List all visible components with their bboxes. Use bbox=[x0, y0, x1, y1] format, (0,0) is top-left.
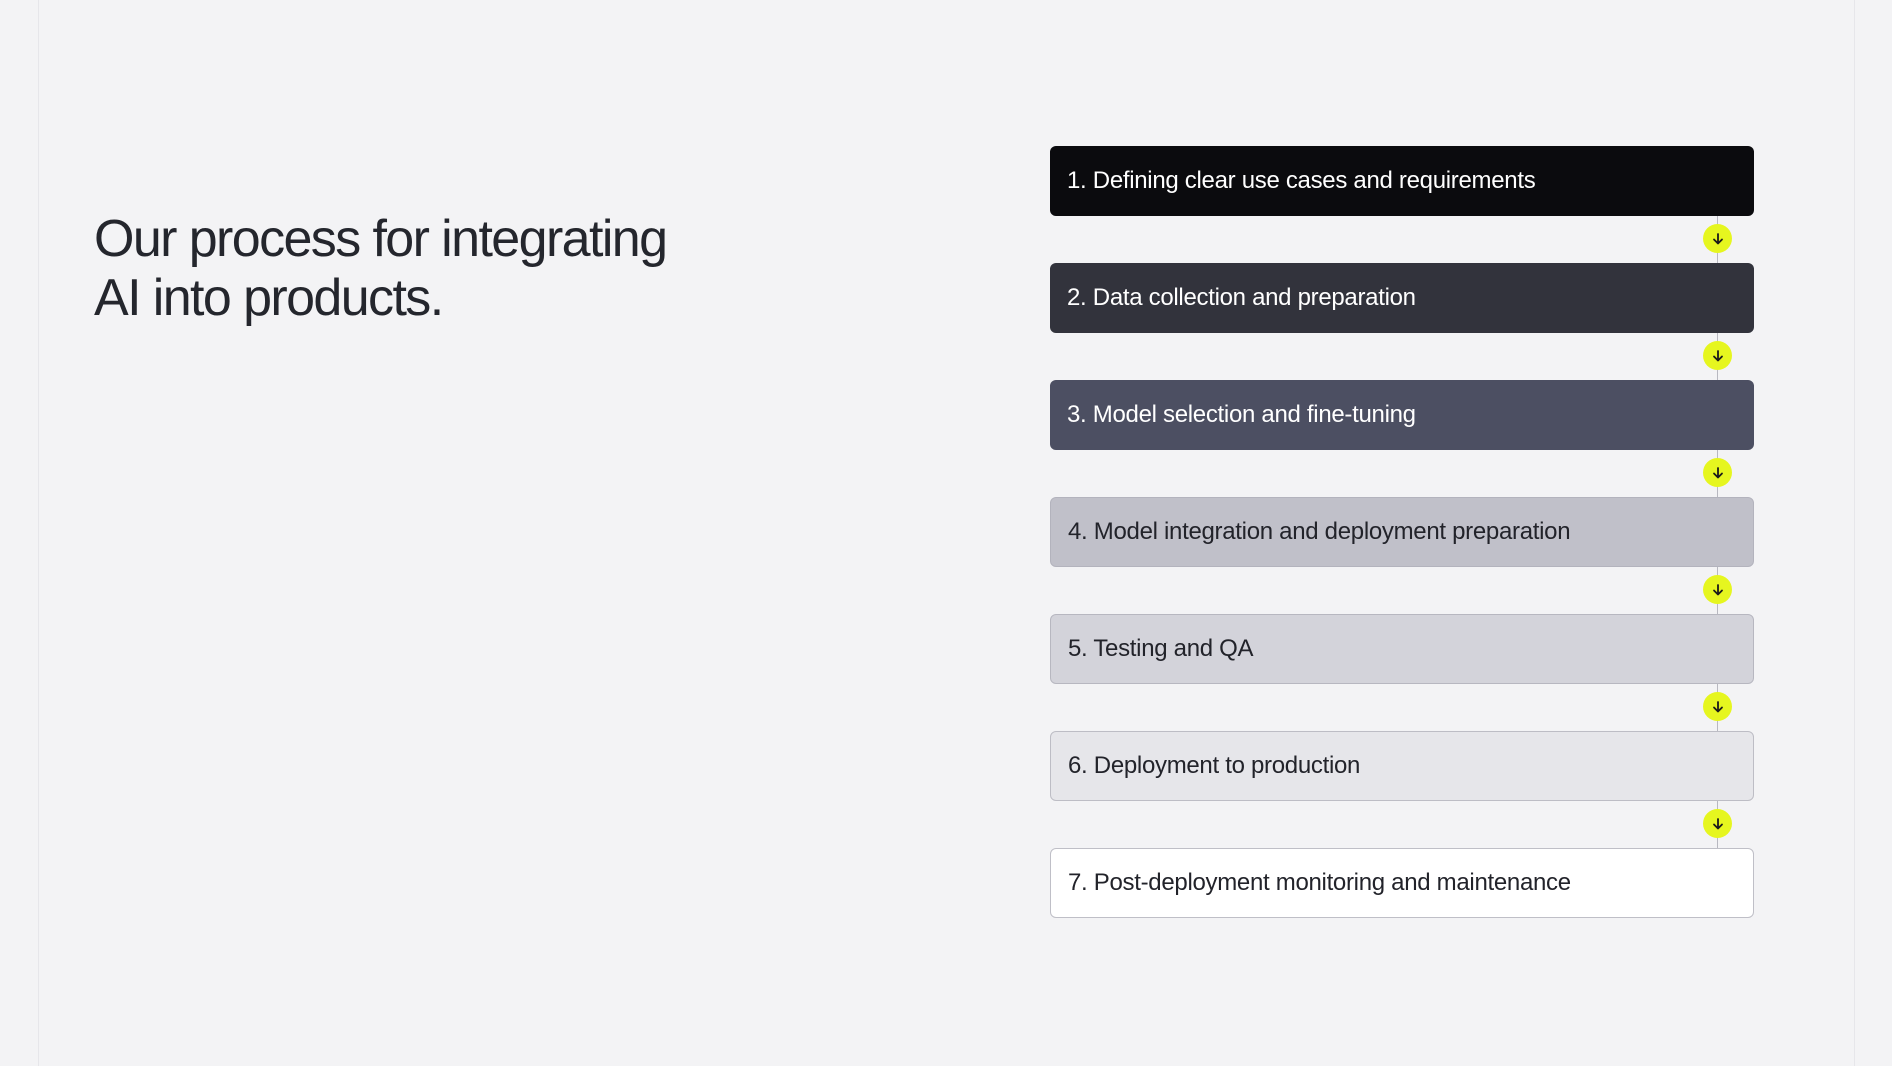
process-step-label: 2. Data collection and preparation bbox=[1067, 284, 1416, 311]
page-guide-left bbox=[38, 0, 39, 1066]
page-guide-right bbox=[1854, 0, 1855, 1066]
step-connector bbox=[1050, 216, 1754, 263]
step-connector bbox=[1050, 684, 1754, 731]
process-step-3 bbox=[1050, 380, 1754, 450]
process-step-label: 7. Post-deployment monitoring and maintenance bbox=[1068, 869, 1571, 896]
arrow-down-icon bbox=[1703, 692, 1732, 721]
process-step-7 bbox=[1050, 848, 1754, 918]
arrow-down-icon bbox=[1703, 341, 1732, 370]
process-step-2 bbox=[1050, 263, 1754, 333]
step-connector bbox=[1050, 801, 1754, 848]
step-connector bbox=[1050, 450, 1754, 497]
process-step-label: 5. Testing and QA bbox=[1068, 635, 1254, 662]
page-title-line-2: AI into products. bbox=[94, 269, 443, 327]
process-steps bbox=[1050, 146, 1754, 918]
arrow-down-icon bbox=[1703, 458, 1732, 487]
step-connector bbox=[1050, 567, 1754, 614]
page-title-line-1: Our process for integrating bbox=[94, 210, 667, 268]
process-step-5 bbox=[1050, 614, 1754, 684]
process-step-4 bbox=[1050, 497, 1754, 567]
process-step-1 bbox=[1050, 146, 1754, 216]
process-step-label: 6. Deployment to production bbox=[1068, 752, 1361, 779]
page-title bbox=[94, 210, 774, 328]
process-step-label: 1. Defining clear use cases and requirements bbox=[1067, 167, 1536, 194]
step-connector bbox=[1050, 333, 1754, 380]
process-step-label: 3. Model selection and fine-tuning bbox=[1067, 401, 1416, 428]
arrow-down-icon bbox=[1703, 575, 1732, 604]
process-step-label: 4. Model integration and deployment preparation bbox=[1068, 518, 1571, 545]
process-step-6 bbox=[1050, 731, 1754, 801]
arrow-down-icon bbox=[1703, 809, 1732, 838]
arrow-down-icon bbox=[1703, 224, 1732, 253]
